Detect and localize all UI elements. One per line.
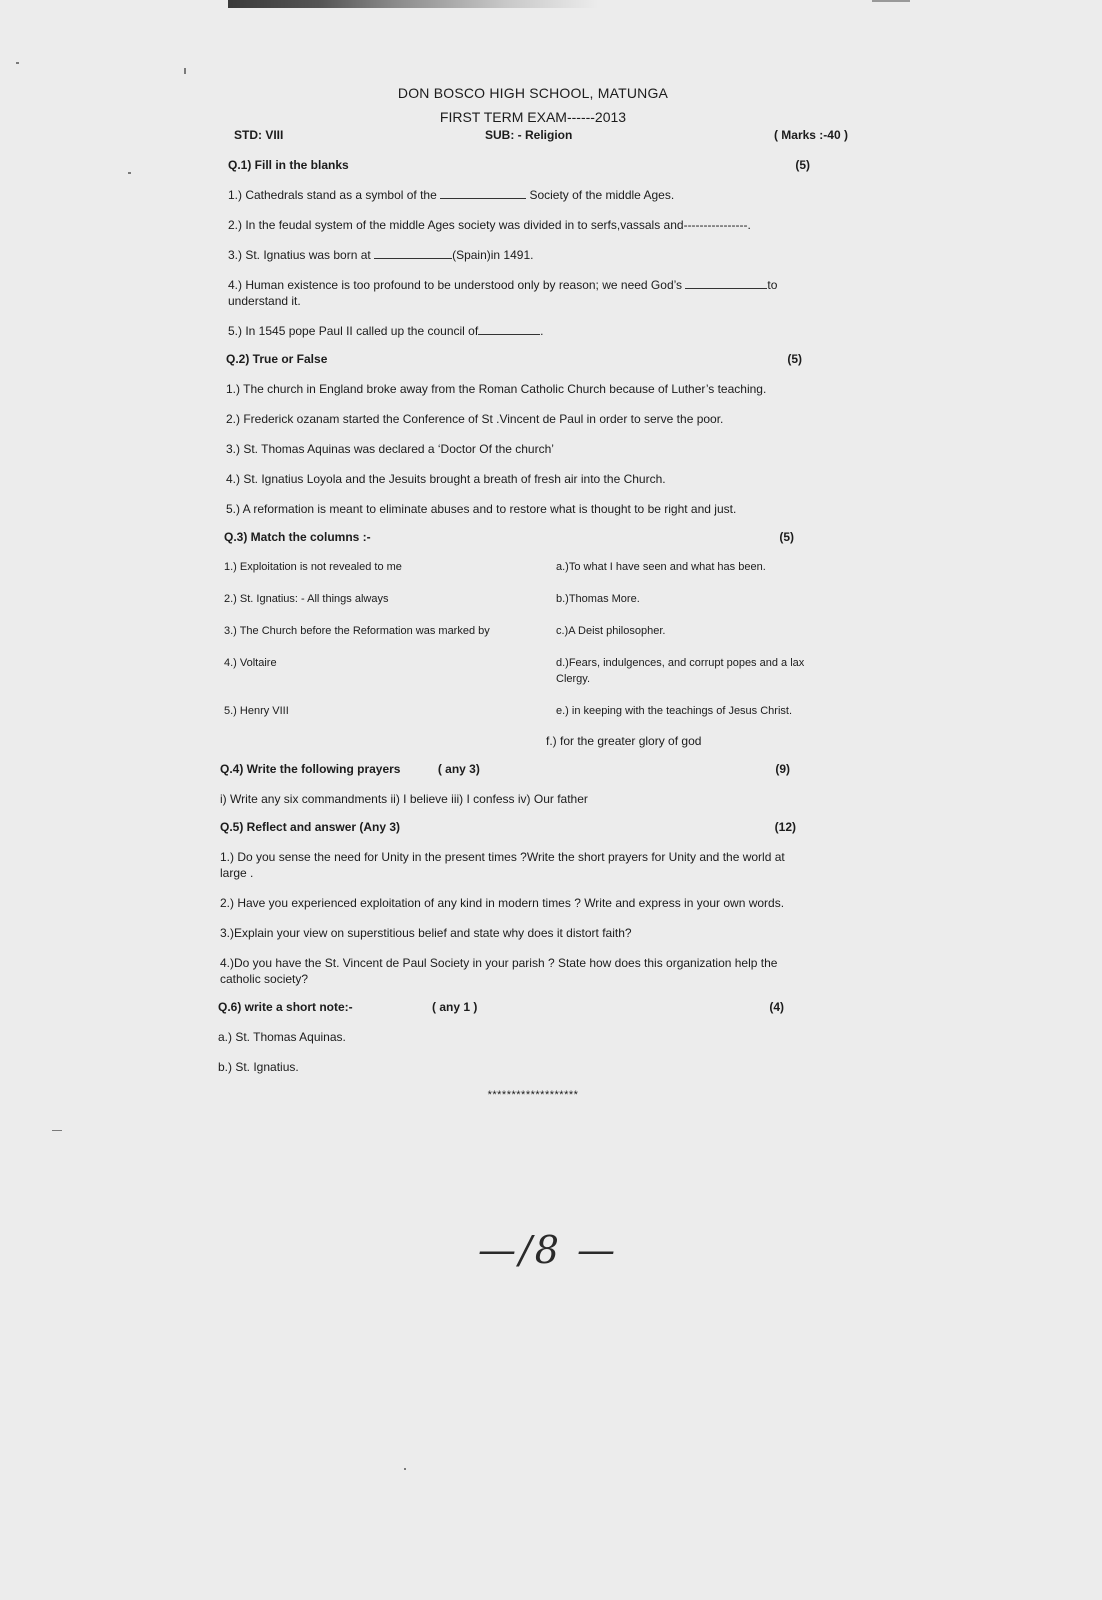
question-1-heading [218,157,848,173]
handwritten-page-number: —/8 — [478,1228,619,1272]
scan-speck [128,172,131,174]
subject: SUB: - Religion [484,128,573,142]
match-left-item: 5.) Henry VIII [224,705,289,717]
short-note-item: b.) St. Ignatius. [218,1060,299,1074]
exam-paper [218,80,848,1103]
fill-blank-item: 1.) Cathedrals stand as a symbol of the Society of the middle Ages. [228,188,675,202]
question-title: Q.3) Match the columns :- [224,530,371,544]
fill-blank-item: 2.) In the feudal system of the middle Ages society was divided in to serfs,vassals and----------------. [228,218,751,232]
question-title: Q.1) Fill in the blanks [228,158,349,172]
question-marks: (4) [769,1000,784,1014]
question-choice: ( any 1 ) [432,1000,478,1014]
match-right-item: e.) in keeping with the teachings of Jesus Christ. [556,705,793,717]
question-marks: (9) [775,762,790,776]
school-name: DON BOSCO HIGH SCHOOL, MATUNGA [397,85,669,101]
question-choice: ( any 3) [437,762,480,776]
question-2-heading [218,351,848,367]
reflect-item: 1.) Do you sense the need for Unity in the present times ?Write the short prayers for Unity and the world at large . [220,850,785,880]
match-left-item: 1.) Exploitation is not revealed to me [224,561,402,573]
scan-speck [404,1468,406,1470]
question-5-items [218,849,848,987]
reflect-item: 4.)Do you have the St. Vincent de Paul Society in your parish ? State how does this organization help the catholic society? [220,956,778,986]
question-marks: (5) [795,158,810,172]
true-false-item: 2.) Frederick ozanam started the Conference of St .Vincent de Paul in order to serve the poor. [226,412,724,426]
scan-artifact-top-right [872,0,910,2]
prayers-list: i) Write any six commandments ii) I believe iii) I confess iv) Our father [220,792,588,806]
question-4-heading [218,761,848,777]
answer-blank [478,324,540,335]
true-false-item: 4.) St. Ignatius Loyola and the Jesuits brought a breath of fresh air into the Church. [226,472,666,486]
short-note-item: a.) St. Thomas Aquinas. [218,1030,346,1044]
true-false-item: 3.) St. Thomas Aquinas was declared a ‘Doctor Of the church’ [226,442,554,456]
scan-artifact-top [228,0,598,8]
match-right-item: f.) for the greater glory of god [546,734,702,748]
match-right-item: d.)Fears, indulgences, and corrupt popes and a lax Clergy. [556,657,805,685]
question-1-items [218,187,848,339]
question-marks: (5) [787,352,802,366]
match-columns [218,559,848,749]
exam-title: FIRST TERM EXAM------2013 [439,109,627,125]
question-marks: (12) [774,820,796,834]
question-title: Q.4) Write the following prayers [220,762,401,776]
fill-blank-item: 3.) St. Ignatius was born at (Spain)in 1491. [228,248,534,262]
reflect-item: 3.)Explain your view on superstitious belief and state why does it distort faith? [220,926,632,940]
match-right-item: c.)A Deist philosopher. [556,625,666,637]
match-left-item: 4.) Voltaire [224,657,277,669]
question-title: Q.5) Reflect and answer (Any 3) [220,820,401,834]
question-3-heading [218,529,848,545]
reflect-item: 2.) Have you experienced exploitation of any kind in modern times ? Write and express in your own words. [220,896,785,910]
match-left-item: 3.) The Church before the Reformation was marked by [224,625,490,637]
exam-meta [218,127,848,143]
end-of-paper-stars: ******************* [487,1089,579,1101]
scan-speck [16,62,19,64]
fill-blank-item: 5.) In 1545 pope Paul II called up the council of . [228,324,544,338]
true-false-item: 1.) The church in England broke away from the Roman Catholic Church because of Luther’s teaching. [226,382,767,396]
question-title: Q.2) True or False [226,352,328,366]
question-5-heading [218,819,848,835]
true-false-item: 5.) A reformation is meant to eliminate abuses and to restore what is thought to be right and just. [226,502,737,516]
question-marks: (5) [779,530,794,544]
match-right-item: a.)To what I have seen and what has been. [556,561,766,573]
question-6-heading [218,999,848,1015]
answer-blank [440,188,526,199]
fill-blank-item: 4.) Human existence is too profound to be understood only by reason; we need God’s to understand it. [228,278,778,308]
answer-blank [374,248,452,259]
standard: STD: VIII [234,128,284,142]
match-left-item: 2.) St. Ignatius: - All things always [224,593,389,605]
question-2-items [218,381,848,517]
scan-speck [52,1130,62,1131]
total-marks: ( Marks :-40 ) [773,128,848,142]
scan-speck [184,68,186,74]
match-right-item: b.)Thomas More. [556,593,640,605]
question-title: Q.6) write a short note:- [218,1000,353,1014]
answer-blank [685,278,767,289]
